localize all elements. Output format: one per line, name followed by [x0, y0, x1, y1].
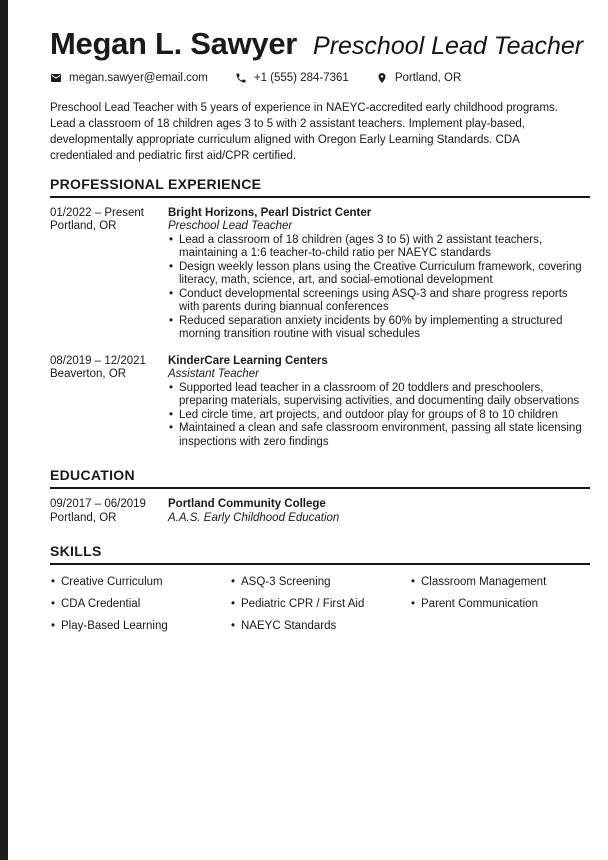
skills-column-3 [410, 576, 590, 642]
contact-phone-text: +1 (555) 284-7361 [253, 71, 349, 84]
envelope-icon [50, 72, 62, 84]
contact-location [376, 72, 461, 84]
contact-email [50, 72, 208, 84]
job-bullet-list [168, 234, 590, 342]
skills-column-1 [50, 576, 230, 642]
resume-content [50, 0, 590, 642]
section-heading-skills: SKILLS [50, 543, 590, 565]
job-bullet: • Reduced separation anxiety incidents by 60% by implementing a structured morning transition routine with visual schedules [168, 315, 590, 342]
job-location: Beaverton, OR [50, 368, 127, 381]
section-heading-education: EDUCATION [50, 467, 590, 489]
job-title: Preschool Lead Teacher [168, 220, 293, 233]
skill-item: • Classroom Management [410, 576, 590, 589]
education-details [168, 498, 590, 525]
summary-paragraph: Preschool Lead Teacher with 5 years of experience in NAEYC-accredited early childhood programs. Lead a classroom of 18 children ages 3 to 5 with 2 assistant teachers. Implement play-based, developmentally appropriate curriculum aligned with Oregon Early Learning Standards. CDA credentialed and pediatric first aid/CPR certified. [50, 101, 558, 162]
header [50, 26, 590, 62]
job-location: Portland, OR [50, 220, 117, 233]
job-meta [50, 355, 168, 450]
skill-item: • ASQ-3 Screening [230, 576, 410, 589]
section-heading-experience: PROFESSIONAL EXPERIENCE [50, 176, 590, 198]
skill-item: • NAEYC Standards [230, 620, 410, 633]
contact-row [50, 72, 590, 84]
skills-grid [50, 576, 590, 642]
contact-location-text: Portland, OR [394, 71, 462, 84]
company-name: KinderCare Learning Centers [168, 354, 328, 367]
page-edge-strip [0, 0, 8, 860]
contact-email-text: megan.sawyer@email.com [69, 71, 208, 84]
contact-phone [235, 72, 349, 84]
education-entry [50, 498, 590, 525]
candidate-name: Megan L. Sawyer [50, 26, 298, 61]
skills-column-2 [230, 576, 410, 642]
map-pin-icon [376, 72, 388, 84]
job-bullet: • Led circle time, art projects, and outdoor play for groups of 8 to 10 children [168, 409, 590, 423]
job-title: Assistant Teacher [168, 368, 259, 381]
candidate-headline: Preschool Lead Teacher [313, 32, 584, 60]
degree-name: A.A.S. Early Childhood Education [168, 511, 340, 524]
job-dates: 01/2022 – Present [50, 206, 144, 219]
skill-item: • CDA Credential [50, 598, 230, 611]
skill-item: • Parent Communication [410, 598, 590, 611]
phone-icon [235, 72, 247, 84]
education-location: Portland, OR [50, 511, 117, 524]
education-meta [50, 498, 168, 525]
company-name: Bright Horizons, Pearl District Center [168, 206, 372, 219]
job-details [168, 207, 590, 342]
job-dates: 08/2019 – 12/2021 [50, 354, 146, 367]
education-dates: 09/2017 – 06/2019 [50, 498, 146, 511]
experience-entry-2 [50, 355, 590, 450]
job-bullet: • Lead a classroom of 18 children (ages 3 to 5) with 2 assistant teachers, maintaining a 1:6 teacher-to-child ratio per NAEYC standards [168, 234, 590, 261]
skill-item: • Creative Curriculum [50, 576, 230, 589]
job-details [168, 355, 590, 450]
skill-item: • Play-Based Learning [50, 620, 230, 633]
skill-item: • Pediatric CPR / First Aid [230, 598, 410, 611]
school-name: Portland Community College [168, 498, 326, 511]
job-bullet: • Conduct developmental screenings using ASQ-3 and share progress reports with parents during biannual conferences [168, 288, 590, 315]
job-bullet: • Supported lead teacher in a classroom of 20 toddlers and preschoolers, preparing materials, supervising activities, and documenting daily observations [168, 382, 590, 409]
job-bullet: • Design weekly lesson plans using the Creative Curriculum framework, covering literacy, math, science, art, and social-emotional development [168, 261, 590, 288]
job-bullet: • Maintained a clean and safe classroom environment, passing all state licensing inspections with zero findings [168, 422, 590, 449]
job-bullet-list [168, 382, 590, 450]
job-meta [50, 207, 168, 342]
experience-entry-1 [50, 207, 590, 342]
